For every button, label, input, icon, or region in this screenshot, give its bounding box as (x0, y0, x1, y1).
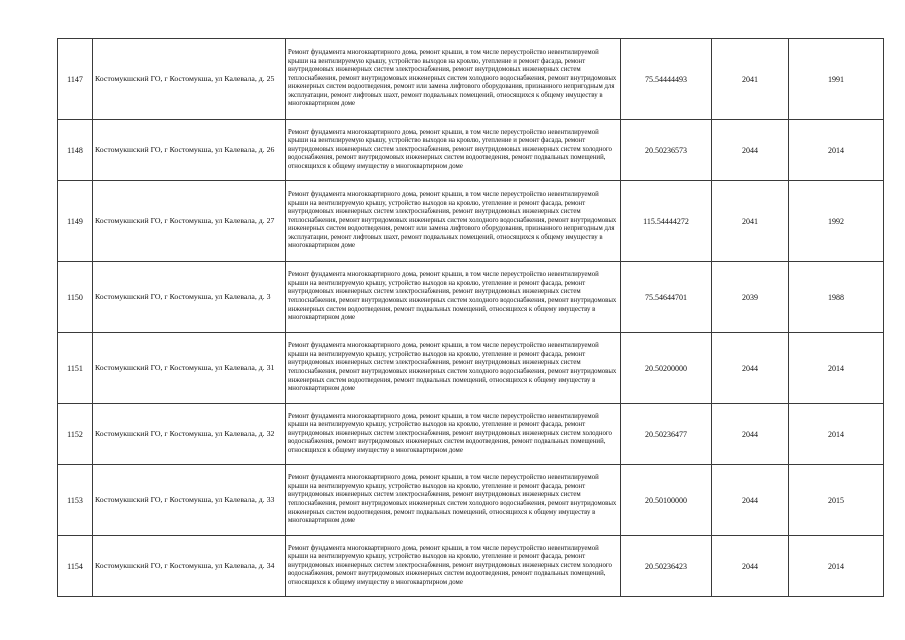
repair-works: Ремонт фундамента многоквартирного дома, ремонт крыши, в том числе переустройство невентилируемой крыши на вентилируемую крышу, устройство выходов на кровлю, утепление и ремонт фасада, ремонт внутридомовых инженерных систем электроснабжения, ремонт внутридомовых инженерных систем теплоснабжения, ремонт внутридомовых инженерных систем холодного водоснабжения, ремонт внутридомовых инженерных систем водоотведения, ремонт подвальных помещений, относящихся к общему имуществу в многоквартирном доме (286, 333, 621, 404)
row-number: 1153 (58, 465, 93, 536)
house-address: Костомукшский ГО, г Костомукша, ул Калевала, д. 34 (93, 536, 286, 597)
build-year: 2014 (789, 120, 884, 181)
row-number: 1154 (58, 536, 93, 597)
planned-year: 2044 (712, 465, 789, 536)
build-year: 2014 (789, 404, 884, 465)
repair-cost: 115.54444272 (621, 181, 712, 262)
build-year: 1991 (789, 39, 884, 120)
capital-repair-table (57, 38, 884, 597)
house-address: Костомукшский ГО, г Костомукша, ул Калевала, д. 31 (93, 333, 286, 404)
table-row (58, 404, 884, 465)
row-number: 1147 (58, 39, 93, 120)
build-year: 2015 (789, 465, 884, 536)
planned-year: 2039 (712, 262, 789, 333)
repair-works: Ремонт фундамента многоквартирного дома, ремонт крыши, в том числе переустройство невентилируемой крыши на вентилируемую крышу, устройство выходов на кровлю, утепление и ремонт фасада, ремонт внутридомовых инженерных систем электроснабжения, ремонт внутридомовых инженерных систем холодного водоснабжения, ремонт внутридомовых инженерных систем водоотведения, ремонт подвальных помещений, относящихся к общему имуществу в многоквартирном доме (286, 120, 621, 181)
planned-year: 2044 (712, 120, 789, 181)
planned-year: 2041 (712, 39, 789, 120)
repair-cost: 75.54444493 (621, 39, 712, 120)
build-year: 1992 (789, 181, 884, 262)
table-row (58, 39, 884, 120)
table-row (58, 465, 884, 536)
row-number: 1148 (58, 120, 93, 181)
house-address: Костомукшский ГО, г Костомукша, ул Калевала, д. 26 (93, 120, 286, 181)
repair-cost: 20.50236477 (621, 404, 712, 465)
row-number: 1149 (58, 181, 93, 262)
repair-works: Ремонт фундамента многоквартирного дома, ремонт крыши, в том числе переустройство невентилируемой крыши на вентилируемую крышу, устройство выходов на кровлю, утепление и ремонт фасада, ремонт внутридомовых инженерных систем электроснабжения, ремонт внутридомовых инженерных систем теплоснабжения, ремонт внутридомовых инженерных систем холодного водоснабжения, ремонт внутридомовых инженерных систем водоотведения, ремонт подвальных помещений, относящихся к общему имуществу в многоквартирном доме (286, 465, 621, 536)
house-address: Костомукшский ГО, г Костомукша, ул Калевала, д. 3 (93, 262, 286, 333)
planned-year: 2044 (712, 333, 789, 404)
house-address: Костомукшский ГО, г Костомукша, ул Калевала, д. 33 (93, 465, 286, 536)
repair-works: Ремонт фундамента многоквартирного дома, ремонт крыши, в том числе переустройство невентилируемой крыши на вентилируемую крышу, устройство выходов на кровлю, утепление и ремонт фасада, ремонт внутридомовых инженерных систем электроснабжения, ремонт внутридомовых инженерных систем холодного водоснабжения, ремонт внутридомовых инженерных систем водоотведения, ремонт подвальных помещений, относящихся к общему имуществу в многоквартирном доме (286, 536, 621, 597)
repair-works: Ремонт фундамента многоквартирного дома, ремонт крыши, в том числе переустройство невентилируемой крыши на вентилируемую крышу, устройство выходов на кровлю, утепление и ремонт фасада, ремонт внутридомовых инженерных систем электроснабжения, ремонт внутридомовых инженерных систем холодного водоснабжения, ремонт внутридомовых инженерных систем водоотведения, ремонт подвальных помещений, относящихся к общему имуществу в многоквартирном доме (286, 404, 621, 465)
row-number: 1152 (58, 404, 93, 465)
table-row (58, 536, 884, 597)
table-row (58, 181, 884, 262)
table-row (58, 262, 884, 333)
repair-cost: 20.50236423 (621, 536, 712, 597)
build-year: 1988 (789, 262, 884, 333)
planned-year: 2044 (712, 404, 789, 465)
repair-cost: 75.54644701 (621, 262, 712, 333)
repair-works: Ремонт фундамента многоквартирного дома, ремонт крыши, в том числе переустройство невентилируемой крыши на вентилируемую крышу, устройство выходов на кровлю, утепление и ремонт фасада, ремонт внутридомовых инженерных систем электроснабжения, ремонт внутридомовых инженерных систем теплоснабжения, ремонт внутридомовых инженерных систем холодного водоснабжения, ремонт внутридомовых инженерных систем водоотведения, ремонт или замена лифтового оборудования, признанного непригодным для эксплуатации, ремонт лифтовых шахт, ремонт подвальных помещений, относящихся к общему имуществу в многоквартирном доме (286, 39, 621, 120)
repair-works: Ремонт фундамента многоквартирного дома, ремонт крыши, в том числе переустройство невентилируемой крыши на вентилируемую крышу, устройство выходов на кровлю, утепление и ремонт фасада, ремонт внутридомовых инженерных систем электроснабжения, ремонт внутридомовых инженерных систем теплоснабжения, ремонт внутридомовых инженерных систем холодного водоснабжения, ремонт внутридомовых инженерных систем водоотведения, ремонт подвальных помещений, относящихся к общему имуществу в многоквартирном доме (286, 262, 621, 333)
row-number: 1151 (58, 333, 93, 404)
house-address: Костомукшский ГО, г Костомукша, ул Калевала, д. 32 (93, 404, 286, 465)
build-year: 2014 (789, 536, 884, 597)
build-year: 2014 (789, 333, 884, 404)
repair-cost: 20.50236573 (621, 120, 712, 181)
row-number: 1150 (58, 262, 93, 333)
planned-year: 2041 (712, 181, 789, 262)
house-address: Костомукшский ГО, г Костомукша, ул Калевала, д. 27 (93, 181, 286, 262)
repair-works: Ремонт фундамента многоквартирного дома, ремонт крыши, в том числе переустройство невентилируемой крыши на вентилируемую крышу, устройство выходов на кровлю, утепление и ремонт фасада, ремонт внутридомовых инженерных систем электроснабжения, ремонт внутридомовых инженерных систем теплоснабжения, ремонт внутридомовых инженерных систем холодного водоснабжения, ремонт внутридомовых инженерных систем водоотведения, ремонт или замена лифтового оборудования, признанного непригодным для эксплуатации, ремонт лифтовых шахт, ремонт подвальных помещений, относящихся к общему имуществу в многоквартирном доме (286, 181, 621, 262)
table-row (58, 333, 884, 404)
house-address: Костомукшский ГО, г Костомукша, ул Калевала, д. 25 (93, 39, 286, 120)
planned-year: 2044 (712, 536, 789, 597)
repair-cost: 20.50100000 (621, 465, 712, 536)
table-row (58, 120, 884, 181)
repair-cost: 20.50200000 (621, 333, 712, 404)
